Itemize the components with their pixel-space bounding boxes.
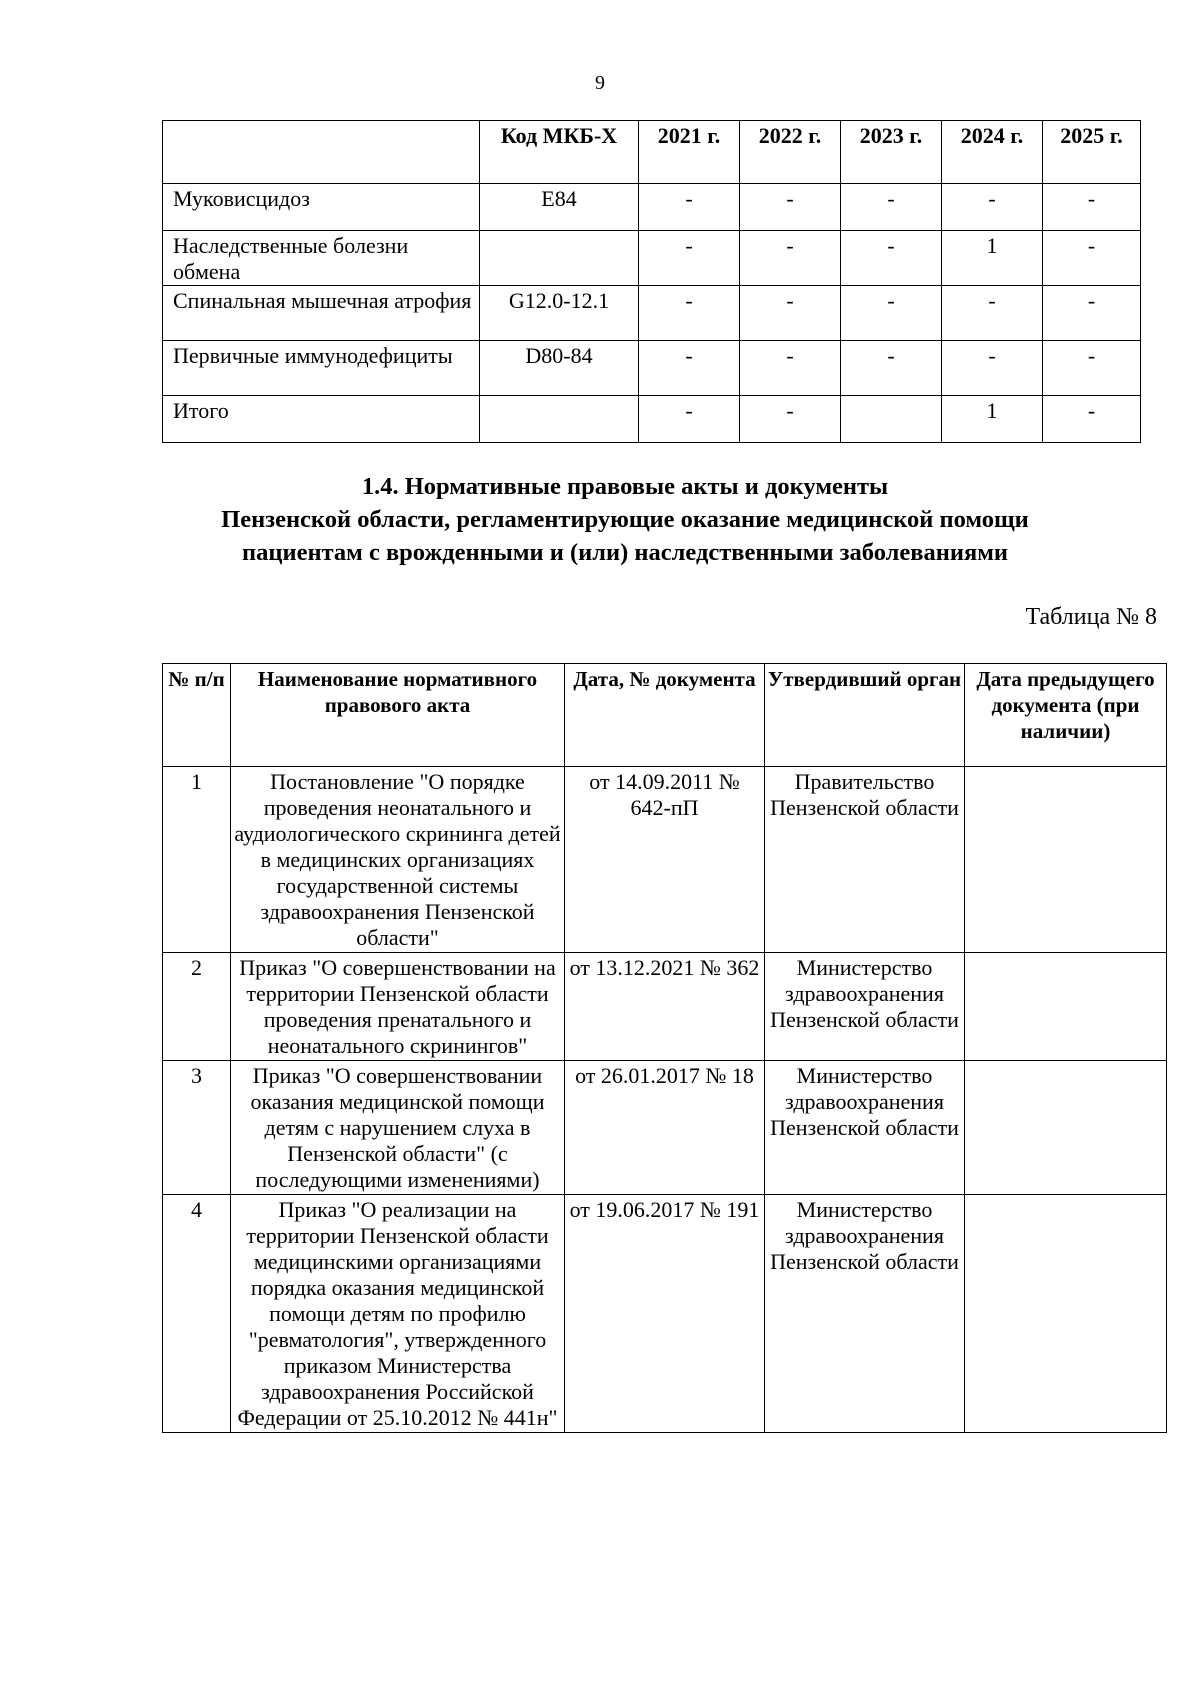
section-heading-line: 1.4. Нормативные правовые акты и документы [361,473,889,500]
column-header: 2022 г. [740,121,841,184]
year-value: - [942,184,1043,231]
column-header: Код МКБ-Х [480,121,639,184]
year-value: 1 [942,396,1043,443]
row-number: 4 [163,1195,231,1433]
column-header: Наименование нормативного правового акта [231,664,565,767]
act-name: Приказ "О реализации на территории Пензенской области медицинскими организациями порядка оказания медицинской помощи детям по профилю "ревматология", утвержденного приказом Министерства здравоохранения Российской Федерации от 25.10.2012 № 441н" [231,1195,565,1433]
disease-name: Спинальная мышечная атрофия [163,286,480,341]
table-row [163,286,1141,341]
icd-code [480,231,639,286]
previous-document-date [965,767,1167,953]
approving-body: Министерство здравоохранения Пензенской области [765,1195,965,1433]
act-name: Приказ "О совершенствовании оказания медицинской помощи детям с нарушением слуха в Пензенской области" (с последующими изменениями) [231,1061,565,1195]
previous-document-date [965,1195,1167,1433]
year-value: - [942,286,1043,341]
year-value: - [740,341,841,396]
year-value: 1 [942,231,1043,286]
previous-document-date [965,953,1167,1061]
disease-name: Муковисцидоз [163,184,480,231]
year-value [841,396,942,443]
year-value: - [639,341,740,396]
table-row [163,184,1141,231]
table-row [163,767,1167,953]
column-header: Дата, № документа [565,664,765,767]
table-row [163,231,1141,286]
year-value: - [639,184,740,231]
table-header-row [163,121,1141,184]
approving-body: Правительство Пензенской области [765,767,965,953]
year-value: - [1043,286,1141,341]
icd-code [480,396,639,443]
table-header-row [163,664,1167,767]
year-value: - [1043,231,1141,286]
act-date-number: от 13.12.2021 № 362 [565,953,765,1061]
disease-name: Первичные иммунодефициты [163,341,480,396]
column-header: 2025 г. [1043,121,1141,184]
icd-code: D80-84 [480,341,639,396]
act-name: Приказ "О совершенствовании на территории Пензенской области проведения пренатального и неонатального скринингов" [231,953,565,1061]
page-number: 9 [595,72,605,94]
section-heading [0,470,1200,569]
row-number: 1 [163,767,231,953]
year-value: - [1043,341,1141,396]
column-header: 2024 г. [942,121,1043,184]
icd-code: E84 [480,184,639,231]
act-date-number: от 14.09.2011 № 642-пП [565,767,765,953]
table-row [163,1061,1167,1195]
year-value: - [1043,184,1141,231]
year-value: - [841,184,942,231]
row-number: 2 [163,953,231,1061]
year-value: - [740,396,841,443]
year-value: - [639,231,740,286]
column-header: 2021 г. [639,121,740,184]
column-header: 2023 г. [841,121,942,184]
year-value: - [942,341,1043,396]
column-header: № п/п [163,664,231,767]
disease-name: Наследственные болезни обмена [163,231,480,286]
year-value: - [740,184,841,231]
year-value: - [740,286,841,341]
table-row [163,341,1141,396]
year-value: - [841,341,942,396]
year-value: - [740,231,841,286]
table-row [163,953,1167,1061]
year-value: - [639,396,740,443]
table-caption: Таблица № 8 [1025,604,1157,630]
approving-body: Министерство здравоохранения Пензенской области [765,1061,965,1195]
act-date-number: от 26.01.2017 № 18 [565,1061,765,1195]
icd-code: G12.0-12.1 [480,286,639,341]
regulatory-acts-table [162,663,1167,1433]
section-heading-line: пациентам с врожденными и (или) наследственными заболеваниями [241,539,1009,566]
table-row [163,396,1141,443]
year-value: - [639,286,740,341]
act-name: Постановление "О порядке проведения неонатального и аудиологического скрининга детей в медицинских организациях государственной системы здравоохранения Пензенской области" [231,767,565,953]
act-date-number: от 19.06.2017 № 191 [565,1195,765,1433]
disease-name: Итого [163,396,480,443]
disease-stats-table [162,120,1141,443]
section-heading-line: Пензенской области, регламентирующие оказание медицинской помощи [221,506,1029,533]
previous-document-date [965,1061,1167,1195]
column-header: Утвердивший орган [765,664,965,767]
year-value: - [841,286,942,341]
column-header: Дата предыдущего документа (при наличии) [965,664,1167,767]
year-value: - [841,231,942,286]
column-header [163,121,480,184]
row-number: 3 [163,1061,231,1195]
table-row [163,1195,1167,1433]
year-value: - [1043,396,1141,443]
approving-body: Министерство здравоохранения Пензенской области [765,953,965,1061]
